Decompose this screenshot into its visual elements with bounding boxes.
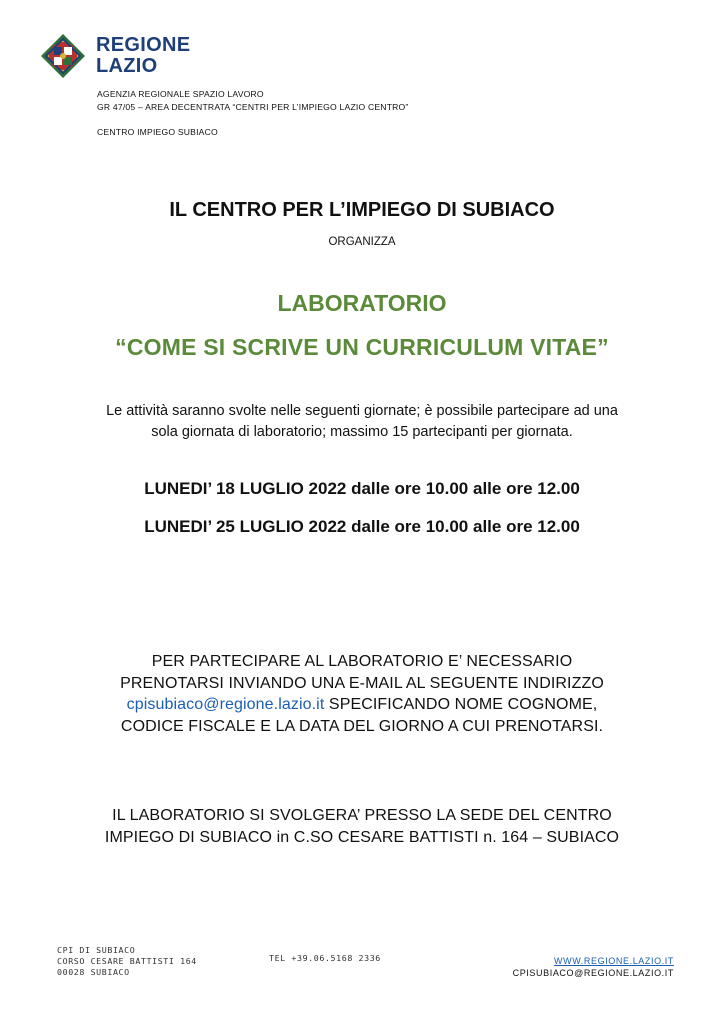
- booking-line-3-text: SPECIFICANDO NOME COGNOME,: [324, 696, 598, 713]
- agency-area: GR 47/05 – AREA DECENTRATA “CENTRI PER L’IMPIEGO LAZIO CENTRO”: [97, 102, 409, 112]
- footer-email: CPISUBIACO@REGIONE.LAZIO.IT: [512, 968, 674, 978]
- booking-instructions: [0, 651, 724, 737]
- logo-line-regione: REGIONE: [96, 34, 191, 56]
- intro-line-2: sola giornata di laboratorio; massimo 15 partecipanti per giornata.: [151, 424, 573, 440]
- intro-line-1: Le attività saranno svolte nelle seguenti giornate; è possibile partecipare ad una: [106, 403, 618, 419]
- footer-website-link[interactable]: WWW.REGIONE.LAZIO.IT: [554, 956, 674, 966]
- lab-subtitle: “COME SI SCRIVE UN CURRICULUM VITAE”: [115, 334, 609, 360]
- lab-heading: LABORATORIO: [277, 290, 447, 316]
- logo-line-lazio: LAZIO: [96, 55, 158, 77]
- footer-address-line-2: CORSO CESARE BATTISTI 164: [57, 956, 197, 966]
- session-date-1: LUNEDI’ 18 LUGLIO 2022 dalle ore 10.00 alle ore 12.00: [144, 479, 580, 498]
- footer-address-line-1: CPI DI SUBIACO: [57, 945, 136, 955]
- page-title: IL CENTRO PER L’IMPIEGO DI SUBIACO: [169, 199, 555, 221]
- venue-line-2: IMPIEGO DI SUBIACO in C.SO CESARE BATTISTI n. 164 – SUBIACO: [104, 829, 620, 846]
- agency-office: CENTRO IMPIEGO SUBIACO: [97, 127, 218, 137]
- footer-telephone: TEL +39.06.5168 2336: [269, 953, 381, 963]
- venue-line-1: IL LABORATORIO SI SVOLGERA’ PRESSO LA SEDE DEL CENTRO: [112, 807, 612, 824]
- footer-address-line-3: 00028 SUBIACO: [57, 967, 130, 977]
- agency-block: [97, 88, 409, 139]
- intro-paragraph: [0, 401, 724, 443]
- venue-info: [0, 805, 724, 849]
- booking-line-2: PRENOTARSI INVIANDO UNA E-MAIL AL SEGUENTE INDIRIZZO: [120, 674, 604, 692]
- booking-line-4: CODICE FISCALE E LA DATA DEL GIORNO A CUI PRENOTARSI.: [120, 717, 604, 735]
- regione-lazio-emblem-icon: [40, 33, 86, 79]
- footer-address: [57, 945, 197, 978]
- agency-name: AGENZIA REGIONALE SPAZIO LAVORO: [97, 89, 264, 99]
- booking-line-3: [0, 694, 724, 716]
- footer-contacts: [513, 955, 674, 979]
- regione-lazio-logo: [40, 33, 190, 79]
- session-date-2: LUNEDI’ 25 LUGLIO 2022 dalle ore 10.00 alle ore 12.00: [144, 517, 580, 536]
- booking-line-1: PER PARTECIPARE AL LABORATORIO E’ NECESSARIO: [151, 653, 573, 670]
- organizza-label: ORGANIZZA: [328, 236, 396, 248]
- logo-wordmark: [96, 35, 190, 77]
- booking-email-link[interactable]: cpisubiaco@regione.lazio.it: [126, 696, 325, 713]
